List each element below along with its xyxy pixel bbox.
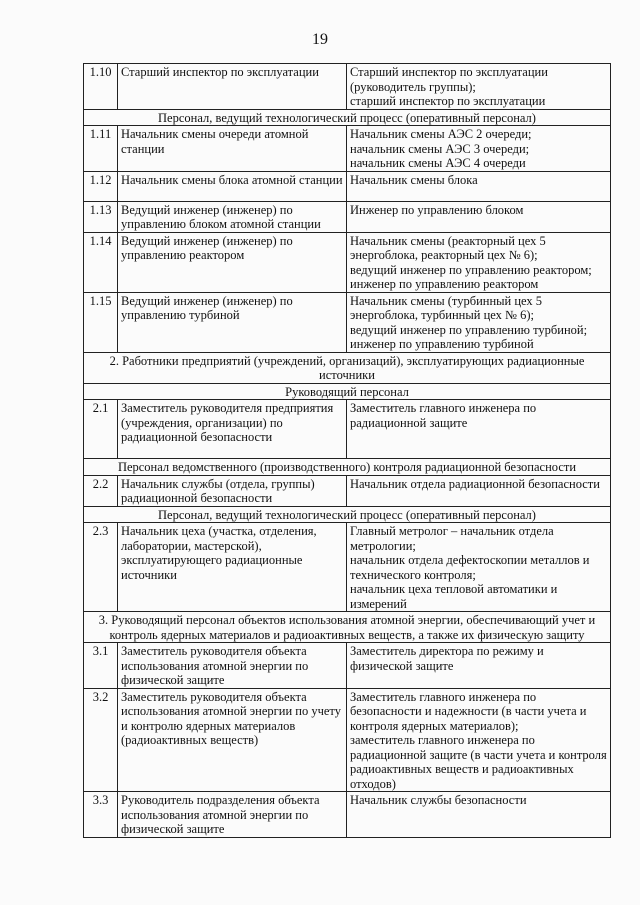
table-row	[84, 688, 611, 792]
position-cell: Заместитель руководителя объекта использования атомной энергии по учету и контролю ядерных материалов (радиоактивных веществ)	[118, 688, 347, 792]
section-header: Руководящий персонал	[84, 383, 611, 400]
row-number: 1.14	[84, 232, 118, 292]
equivalents-cell: Старший инспектор по эксплуатации (руководитель группы); старший инспектор по эксплуатации	[347, 64, 611, 110]
position-cell: Начальник цеха (участка, отделения, лаборатории, мастерской), эксплуатирующего радиационные источники	[118, 523, 347, 612]
table-row	[84, 475, 611, 506]
row-number: 1.11	[84, 126, 118, 172]
equivalents-cell: Заместитель директора по режиму и физической защите	[347, 643, 611, 689]
section-header-row	[84, 352, 611, 383]
table-row	[84, 523, 611, 612]
position-cell: Руководитель подразделения объекта использования атомной энергии по физической защите	[118, 792, 347, 838]
position-cell: Заместитель руководителя предприятия (учреждения, организации) по радиационной безопасности	[118, 400, 347, 459]
row-number: 3.3	[84, 792, 118, 838]
section-header-row	[84, 459, 611, 476]
equivalents-cell: Начальник смены АЭС 2 очереди; начальник смены АЭС 3 очереди; начальник смены АЭС 4 очереди	[347, 126, 611, 172]
section-header: 3. Руководящий персонал объектов использования атомной энергии, обеспечивающий учет и контроль ядерных материалов и радиоактивных веществ, а также их физическую защиту	[84, 612, 611, 643]
equivalents-cell: Начальник смены (турбинный цех 5 энергоблока, турбинный цех № 6); ведущий инженер по управлению турбиной; инженер по управлению турбиной	[347, 292, 611, 352]
table-row	[84, 792, 611, 838]
section-header: Персонал ведомственного (производственного) контроля радиационной безопасности	[84, 459, 611, 476]
position-cell: Старший инспектор по эксплуатации	[118, 64, 347, 110]
position-cell: Начальник службы (отдела, группы) радиационной безопасности	[118, 475, 347, 506]
positions-table	[83, 63, 611, 838]
table-row	[84, 201, 611, 232]
row-number: 3.1	[84, 643, 118, 689]
equivalents-cell: Начальник смены (реакторный цех 5 энергоблока, реакторный цех № 6); ведущий инженер по управлению реактором; инженер по управлению реактором	[347, 232, 611, 292]
row-number: 2.1	[84, 400, 118, 459]
equivalents-cell: Заместитель главного инженера по безопасности и надежности (в части учета и контроля ядерных материалов); заместитель главного инженера по радиационной защите (в части учета и контроля радиоактивных веществ и радиоактивных отходов)	[347, 688, 611, 792]
position-cell: Начальник смены очереди атомной станции	[118, 126, 347, 172]
section-header: 2. Работники предприятий (учреждений, организаций), эксплуатирующих радиационные источники	[84, 352, 611, 383]
position-cell: Заместитель руководителя объекта использования атомной энергии по физической защите	[118, 643, 347, 689]
row-number: 2.3	[84, 523, 118, 612]
equivalents-cell: Главный метролог – начальник отдела метрологии; начальник отдела дефектоскопии металлов и технического контроля; начальник цеха тепловой автоматики и измерений	[347, 523, 611, 612]
row-number: 1.15	[84, 292, 118, 352]
section-header: Персонал, ведущий технологический процесс (оперативный персонал)	[84, 506, 611, 523]
position-cell: Ведущий инженер (инженер) по управлению турбиной	[118, 292, 347, 352]
position-cell: Ведущий инженер (инженер) по управлению блоком атомной станции	[118, 201, 347, 232]
row-number: 1.12	[84, 171, 118, 201]
table-row	[84, 232, 611, 292]
section-header-row	[84, 383, 611, 400]
table-row	[84, 643, 611, 689]
row-number: 2.2	[84, 475, 118, 506]
equivalents-cell: Начальник отдела радиационной безопасности	[347, 475, 611, 506]
equivalents-cell: Инженер по управлению блоком	[347, 201, 611, 232]
row-number: 1.13	[84, 201, 118, 232]
table-row	[84, 171, 611, 201]
table-row	[84, 64, 611, 110]
table-row	[84, 126, 611, 172]
table-row	[84, 400, 611, 459]
row-number: 3.2	[84, 688, 118, 792]
position-cell: Начальник смены блока атомной станции	[118, 171, 347, 201]
section-header-row	[84, 506, 611, 523]
equivalents-cell: Заместитель главного инженера по радиационной защите	[347, 400, 611, 459]
page-number: 19	[312, 31, 328, 48]
equivalents-cell: Начальник смены блока	[347, 171, 611, 201]
section-header: Персонал, ведущий технологический процесс (оперативный персонал)	[84, 109, 611, 126]
positions-table-body	[84, 64, 611, 838]
section-header-row	[84, 109, 611, 126]
table-row	[84, 292, 611, 352]
equivalents-cell: Начальник службы безопасности	[347, 792, 611, 838]
position-cell: Ведущий инженер (инженер) по управлению реактором	[118, 232, 347, 292]
section-header-row	[84, 612, 611, 643]
row-number: 1.10	[84, 64, 118, 110]
